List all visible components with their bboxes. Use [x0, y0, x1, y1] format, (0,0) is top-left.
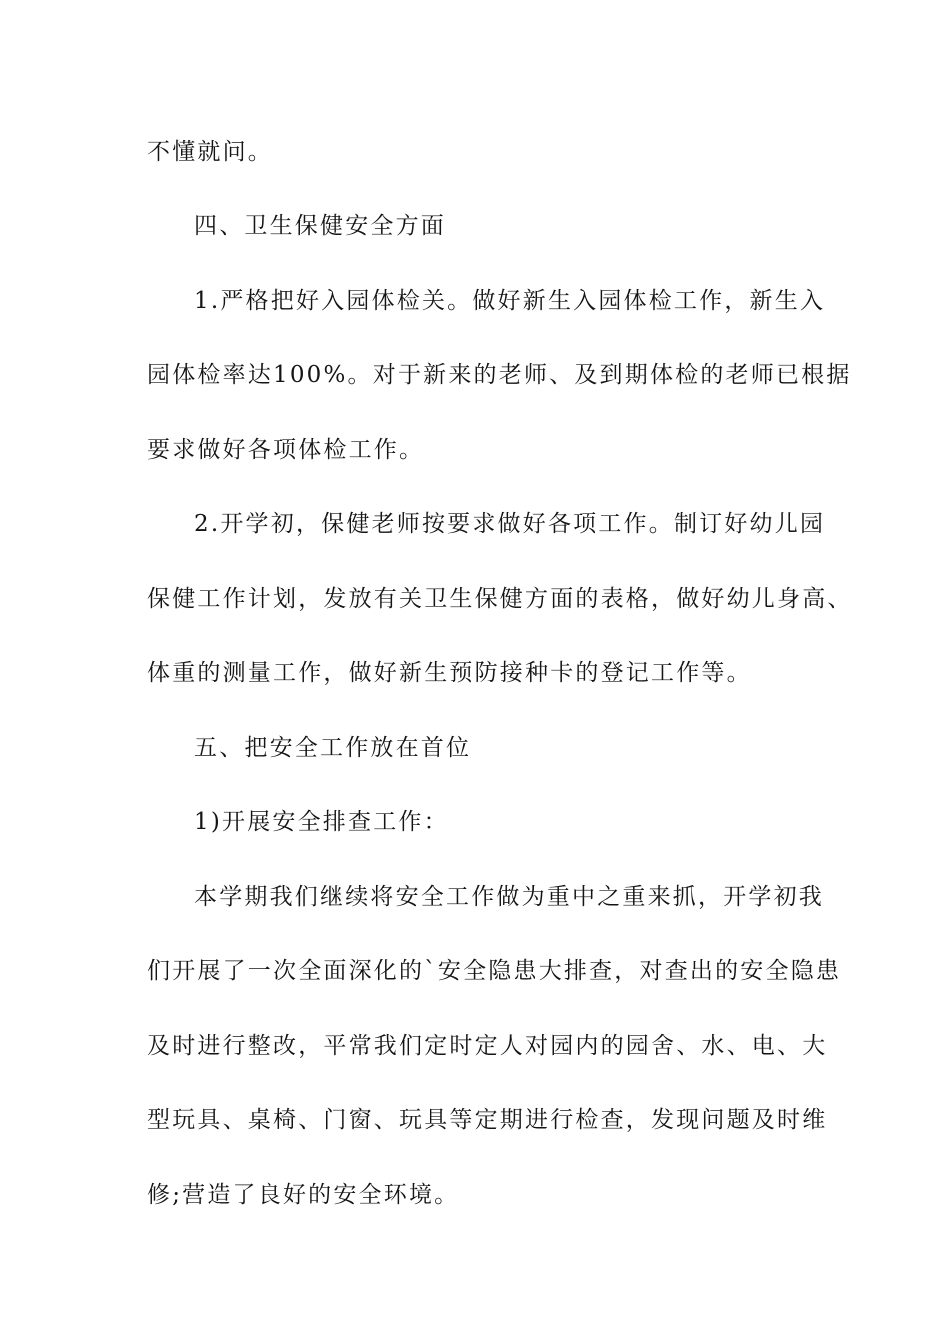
item-2-line-3: 体重的测量工作，做好新生预防接种卡的登记工作等。 [147, 660, 752, 686]
item-1-line-1: 1.严格把好入园体检关。做好新生入园体检工作，新生入 [194, 288, 826, 314]
paragraph-continuation-line: 不懂就问。 [147, 139, 273, 165]
safety-paragraph-line-1: 本学期我们继续将安全工作做为重中之重来抓，开学初我 [194, 884, 824, 910]
safety-paragraph-line-2: 们开展了一次全面深化的`安全隐患大排查，对查出的安全隐患 [147, 958, 842, 984]
safety-paragraph-line-5: 修;营造了良好的安全环境。 [147, 1182, 460, 1208]
item-2-line-1: 2.开学初，保健老师按要求做好各项工作。制订好幼儿园 [194, 511, 826, 537]
section-heading-hygiene: 四、卫生保健安全方面 [194, 213, 446, 239]
section-heading-safety: 五、把安全工作放在首位 [194, 735, 472, 761]
subheading-safety-inspection: 1)开展安全排查工作： [194, 809, 449, 835]
item-1-line-2: 园体检率达100%。对于新来的老师、及到期体检的老师已根据 [147, 362, 852, 388]
safety-paragraph-line-3: 及时进行整改，平常我们定时定人对园内的园舍、水、电、大 [147, 1033, 828, 1059]
item-2-line-2: 保健工作计划，发放有关卫生保健方面的表格，做好幼儿身高、 [147, 586, 853, 612]
item-1-line-3: 要求做好各项体检工作。 [147, 437, 425, 463]
safety-paragraph-line-4: 型玩具、桌椅、门窗、玩具等定期进行检查，发现问题及时维 [147, 1107, 828, 1133]
